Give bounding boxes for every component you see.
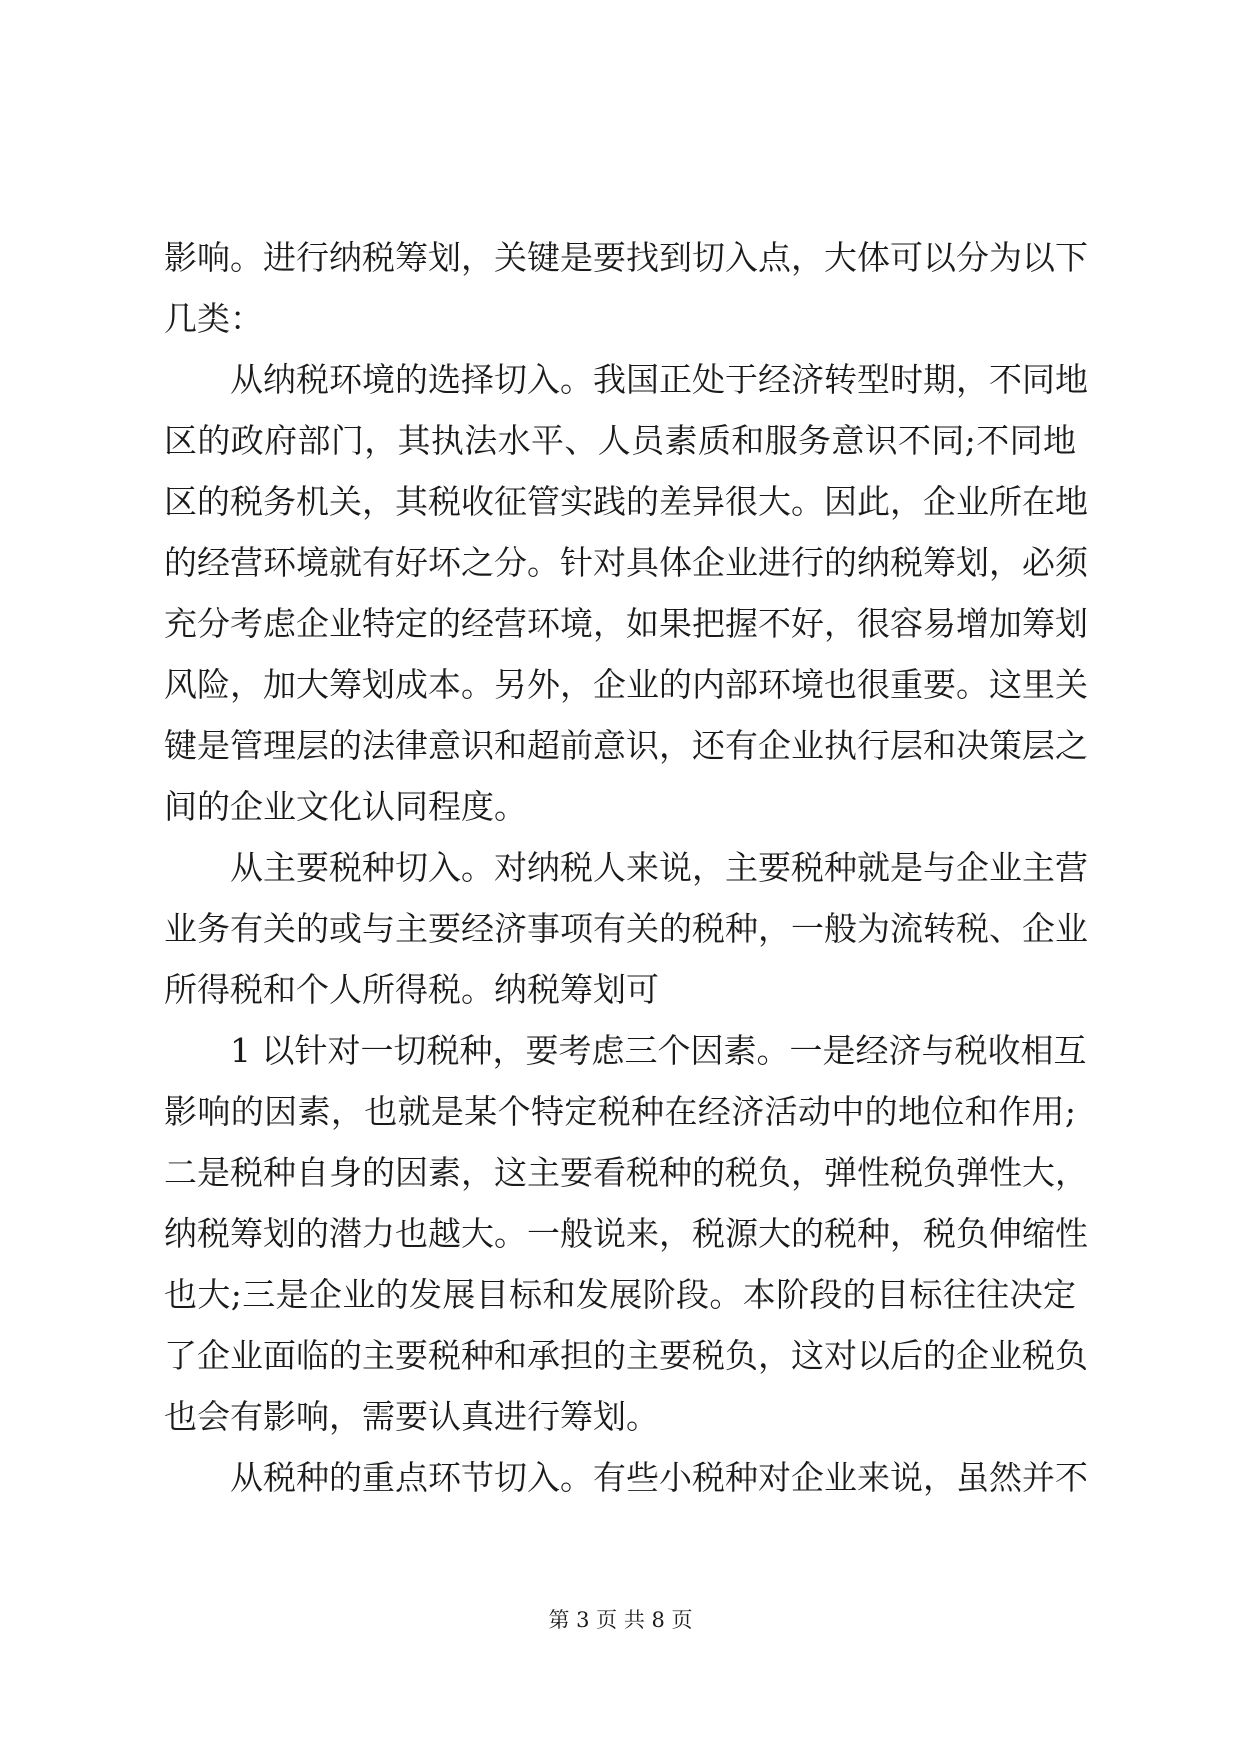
paragraph-start-line: 从纳税环境的选择切入。我国正处于经济转型时期，不同地: [230, 360, 1088, 399]
text-line: 纳税筹划的潜力也越大。一般说来，税源大的税种，税负伸缩性: [164, 1214, 1088, 1253]
text-line: 键是管理层的法律意识和超前意识，还有企业执行层和决策层之: [164, 726, 1088, 765]
text-line: 所得税和个人所得税。纳税筹划可: [164, 970, 659, 1009]
text-line: 二是税种自身的因素，这主要看税种的税负，弹性税负弹性大，: [164, 1153, 1088, 1192]
text-line: 区的政府部门，其执法水平、人员素质和服务意识不同;不同地: [164, 421, 1076, 460]
document-body: [164, 227, 1088, 1508]
text-line: 了企业面临的主要税种和承担的主要税负，这对以后的企业税负: [164, 1336, 1088, 1375]
text-line: 业务有关的或与主要经济事项有关的税种，一般为流转税、企业: [164, 909, 1088, 948]
text-line: 间的企业文化认同程度。: [164, 787, 527, 826]
text-line: 影响。进行纳税筹划，关键是要找到切入点，大体可以分为以下: [164, 238, 1088, 277]
text-line: 也会有影响，需要认真进行筹划。: [164, 1397, 659, 1436]
text-line: 区的税务机关，其税收征管实践的差异很大。因此，企业所在地: [164, 482, 1088, 521]
text-line: 风险，加大筹划成本。另外，企业的内部环境也很重要。这里关: [164, 665, 1088, 704]
text-line: 也大;三是企业的发展目标和发展阶段。本阶段的目标往往决定: [164, 1275, 1076, 1314]
text-line: 几类：: [164, 299, 263, 338]
text-line: 影响的因素，也就是某个特定税种在经济活动中的地位和作用;: [164, 1092, 1076, 1131]
paragraph-start-line: 从税种的重点环节切入。有些小税种对企业来说，虽然并不: [230, 1458, 1088, 1497]
text-line: 充分考虑企业特定的经营环境，如果把握不好，很容易增加筹划: [164, 604, 1088, 643]
paragraph-start-line: 从主要税种切入。对纳税人来说，主要税种就是与企业主营: [230, 848, 1088, 887]
text-line: 的经营环境就有好坏之分。针对具体企业进行的纳税筹划，必须: [164, 543, 1088, 582]
page-number-footer: 第 3 页 共 8 页: [548, 1608, 693, 1632]
paragraph-start-line: 1 以针对一切税种，要考虑三个因素。一是经济与税收相互: [230, 1031, 1087, 1070]
